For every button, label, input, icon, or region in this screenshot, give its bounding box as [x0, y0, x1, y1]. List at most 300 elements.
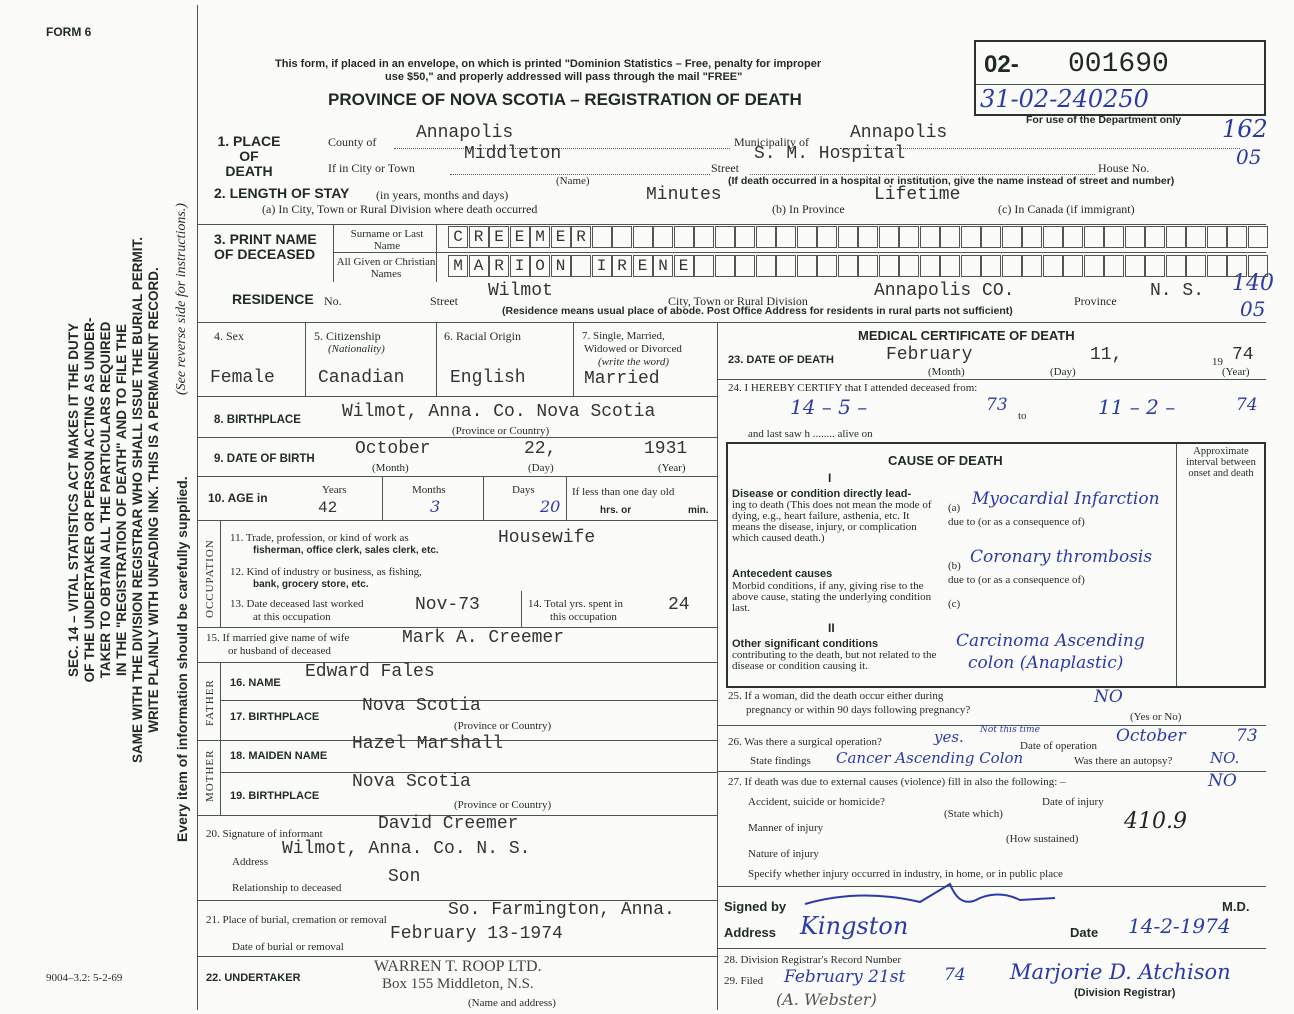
residence-street-label: Street — [430, 294, 458, 308]
statute-line: SAME WITH THE DIVISION REGISTRAR WHO SHALL ISSUE THE BURIAL PERMIT. — [130, 236, 145, 764]
left-border — [197, 5, 198, 1010]
trade-label: fisherman, office clerk, sales clerk, etc. — [253, 545, 439, 556]
state-which-hint: (State which) — [944, 808, 1003, 820]
letter-box — [858, 226, 878, 248]
cause-a-label: (a) — [948, 502, 961, 514]
residence-city-label: City, Town or Rural Division — [668, 294, 808, 308]
operation-year: 73 — [1236, 726, 1258, 746]
md-label: M.D. — [1222, 899, 1250, 914]
stay-city-value: Minutes — [646, 185, 722, 205]
mother-section-label: MOTHER — [204, 749, 216, 802]
divider — [197, 956, 717, 957]
letter-box — [1022, 226, 1042, 248]
how-sustained-hint: (How sustained) — [1006, 833, 1079, 845]
industry-label: bank, grocery store, etc. — [253, 579, 369, 590]
antecedent-text: Morbid conditions, if any, giving rise to the above cause, stating the underlying condition last. — [732, 580, 932, 614]
cause-b-label: (b) — [948, 560, 961, 572]
letter-box — [776, 226, 796, 248]
given-names-label: All Given or Christian Names — [336, 256, 436, 281]
dob-year: 1931 — [644, 439, 688, 459]
letter-box: E — [489, 226, 509, 248]
part-two-label: II — [828, 621, 835, 635]
column-divider — [717, 322, 718, 1010]
days-label: Days — [512, 484, 535, 496]
physician-address: Kingston — [800, 912, 909, 940]
letter-box — [612, 226, 632, 248]
statute-line: OF THE UNDERTAKER OR PERSON ACTING AS UNDER- — [82, 317, 97, 683]
registration-number-box — [974, 40, 1266, 116]
letter-box — [1125, 255, 1145, 277]
certify-label: 24. I HEREBY CERTIFY that I attended deceased from: — [728, 382, 978, 394]
notice-line-1: This form, if placed in an envelope, on which is printed "Dominion Statistics – Free, penalty for improper — [275, 58, 822, 70]
place-label: 1. PLACE OF DEATH — [217, 133, 281, 179]
divider — [333, 224, 334, 282]
letter-box — [1043, 226, 1063, 248]
letter-box: M — [448, 255, 468, 277]
letter-box — [592, 226, 612, 248]
undertaker-address: Box 155 Middleton, N.S. — [382, 976, 534, 992]
letter-box — [817, 255, 837, 277]
pregnancy-question: 25. If a woman, did the death occur either during — [728, 690, 944, 702]
age-years: 42 — [318, 499, 338, 517]
letter-box: R — [469, 226, 489, 248]
death-date-label: 23. DATE OF DEATH — [728, 354, 834, 366]
undertaker-hint: (Name and address) — [468, 997, 556, 1009]
letter-box — [838, 255, 858, 277]
divider — [717, 771, 1266, 772]
divider — [197, 322, 1266, 323]
attended-to-year: 74 — [1236, 395, 1258, 415]
letter-box — [817, 226, 837, 248]
letter-box — [879, 226, 899, 248]
autopsy-answer: NO. — [1210, 749, 1240, 767]
death-day: 11, — [1090, 345, 1123, 365]
divider — [197, 396, 717, 397]
registrar-signature: Marjorie D. Atchison — [1010, 960, 1231, 984]
marital-status-value: Married — [584, 369, 660, 389]
racial-origin-value: English — [450, 368, 526, 388]
margin-code: 05 — [1240, 297, 1266, 321]
letter-box — [1022, 255, 1042, 277]
last-worked-value: Nov-73 — [415, 595, 480, 615]
attended-from-year: 73 — [986, 395, 1008, 415]
year-hint: (Year) — [658, 462, 686, 474]
notice-line-2: use $50," and properly addressed will pass through the mail "FREE" — [385, 71, 743, 83]
letter-box — [1227, 226, 1247, 248]
citizenship-label: 5. Citizenship — [314, 329, 381, 343]
form-label: FORM 6 — [46, 25, 92, 39]
letter-box — [858, 255, 878, 277]
letter-box: M — [530, 226, 550, 248]
divider — [333, 252, 1266, 253]
page-title: PROVINCE OF NOVA SCOTIA – REGISTRATION OF DEATH — [328, 90, 802, 109]
year-prefix: 19 — [1212, 356, 1223, 368]
stay-canada-label: (c) In Canada (if immigrant) — [998, 202, 1135, 216]
racial-origin-label: 6. Racial Origin — [444, 329, 521, 343]
date-label: Date — [1070, 925, 1099, 940]
webster-note: (A. Webster) — [776, 990, 877, 1009]
spouse-label: 15. If married give name of wife — [206, 632, 350, 644]
letter-box — [715, 226, 735, 248]
letter-box — [1166, 255, 1186, 277]
letter-box — [653, 226, 673, 248]
letter-box — [1084, 226, 1104, 248]
letter-box: N — [653, 255, 673, 277]
letter-box — [1104, 226, 1124, 248]
burial-date-label: Date of burial or removal — [232, 941, 344, 953]
county-label: County of — [328, 135, 377, 149]
letter-box — [920, 226, 940, 248]
municipality-label: Municipality of — [734, 135, 809, 149]
cause-of-death-box — [726, 442, 1266, 688]
divider — [483, 476, 484, 520]
birthplace-value: Wilmot, Anna. Co. Nova Scotia — [342, 402, 656, 422]
letter-box — [1063, 255, 1083, 277]
letter-box — [1063, 226, 1083, 248]
letter-box — [940, 226, 960, 248]
name-hint: (Name) — [556, 175, 590, 187]
letter-box — [1043, 255, 1063, 277]
residence-city: Annapolis CO. — [874, 281, 1015, 301]
divider — [566, 476, 567, 520]
mother-birthplace: Nova Scotia — [352, 772, 471, 792]
marital-label: (write the word) — [598, 356, 670, 368]
years-in-occupation: 24 — [668, 595, 690, 615]
operation-date: October — [1116, 726, 1186, 746]
margin-code: 162 — [1222, 115, 1268, 143]
fill-line — [394, 148, 730, 149]
antecedent-title: Antecedent causes — [732, 568, 833, 580]
spouse-value: Mark A. Creemer — [402, 628, 565, 648]
letter-box — [1084, 255, 1104, 277]
record-number-label: 28. Division Registrar's Record Number — [724, 954, 902, 966]
letter-box: O — [530, 255, 550, 277]
divider — [220, 662, 221, 815]
cause-a: Myocardial Infarction — [972, 489, 1160, 509]
name-label: 3. PRINT NAME OF DECEASED — [214, 231, 317, 262]
municipality-value: Annapolis — [850, 123, 948, 143]
letter-box — [1186, 255, 1206, 277]
sex-value: Female — [210, 368, 275, 388]
side-instructions: (See reverse side for instructions.) — [174, 203, 189, 395]
to-label: to — [1018, 410, 1027, 422]
citizenship-sub: (Nationality) — [328, 343, 385, 355]
street-hint: (If death occurred in a hospital or institution, give the name instead of street and number) — [728, 175, 1175, 187]
letter-box — [1125, 226, 1145, 248]
letter-box — [1248, 255, 1268, 277]
margin-code: 05 — [1236, 145, 1262, 169]
burial-place-label: 21. Place of burial, cremation or removal — [206, 914, 387, 926]
divider — [1176, 444, 1177, 686]
last-worked-label: 13. Date deceased last worked — [230, 598, 364, 610]
signed-by-label: Signed by — [724, 899, 787, 914]
dob-month: October — [355, 439, 431, 459]
letter-box: E — [510, 226, 530, 248]
father-birthplace: Nova Scotia — [362, 696, 481, 716]
divider — [197, 224, 1266, 225]
divider — [197, 476, 717, 477]
letter-box — [776, 255, 796, 277]
day-hint: (Day) — [528, 462, 554, 474]
letter-box — [1166, 226, 1186, 248]
letter-box — [715, 255, 735, 277]
statute-line: IN THE "REGISTRATION OF DEATH" AND TO FILE THE — [114, 323, 129, 677]
trade-label: 11. Trade, profession, or kind of work as — [230, 532, 409, 544]
surgical-findings: Cancer Ascending Colon — [836, 749, 1024, 767]
cause-b: Coronary thrombosis — [970, 547, 1153, 567]
pregnancy-answer: NO — [1094, 687, 1123, 707]
nature-label: Nature of injury — [748, 848, 819, 860]
age-days: 20 — [540, 497, 561, 516]
pregnancy-question: pregnancy or within 90 days following pregnancy? — [746, 704, 971, 716]
registration-number: 001690 — [1068, 49, 1169, 80]
informant-address-label: Address — [232, 856, 269, 868]
cause-title: CAUSE OF DEATH — [888, 453, 1003, 468]
father-name-label: 16. NAME — [230, 677, 281, 689]
specify-label: Specify whether injury occurred in industry, in home, or in public place — [748, 868, 1063, 880]
divider — [436, 322, 437, 396]
street-label: Street — [711, 161, 739, 175]
marital-label: 7. Single, Married, — [582, 330, 665, 342]
month-hint: (Month) — [372, 462, 409, 474]
letter-box — [797, 255, 817, 277]
residence-label: RESIDENCE — [232, 291, 314, 307]
direct-cause-text: ing to death (This does not mean the mode of dying, e.g., heart failure, asthenia, etc. It means the disease, injury, or complication which caused death.) — [732, 499, 932, 544]
accident-label: Accident, suicide or homicide? — [748, 796, 885, 808]
letter-box — [694, 255, 714, 277]
residence-province: N. S. — [1150, 281, 1205, 301]
due-to-label: due to (or as a consequence of) — [948, 574, 1085, 586]
mother-name-label: 18. MAIDEN NAME — [230, 750, 328, 762]
letter-box — [674, 226, 694, 248]
stay-province-value: Lifetime — [874, 185, 961, 205]
house-label: House No. — [1098, 161, 1150, 175]
filed-label: 29. Filed — [724, 975, 764, 987]
father-name: Edward Fales — [305, 662, 435, 682]
less-than-day-label: If less than one day old — [572, 486, 675, 498]
external-cause-question: 27. If death was due to external causes (violence) fill in also the following: – — [728, 776, 1066, 788]
other-conditions-text: contributing to the death, but not related to the disease or condition causing it. — [732, 649, 937, 672]
years-in-occupation-label: this occupation — [550, 611, 617, 623]
other-condition-2: colon (Anaplastic) — [968, 653, 1124, 673]
letter-box: R — [571, 226, 591, 248]
father-birthplace-label: 17. BIRTHPLACE — [230, 711, 320, 723]
letter-box — [879, 255, 899, 277]
surname-label: Surname or Last Name — [350, 228, 424, 253]
last-worked-label: at this occupation — [253, 611, 331, 623]
letter-box — [1104, 255, 1124, 277]
residence-no-label: No. — [324, 294, 342, 308]
interval-header: Approximate interval between onset and death — [1186, 446, 1256, 479]
birthplace-hint: (Province or Country) — [452, 425, 550, 437]
divider — [197, 520, 717, 521]
city-label: If in City or Town — [328, 161, 415, 175]
father-birthplace-hint: (Province or Country) — [454, 720, 552, 732]
letter-box — [756, 226, 776, 248]
diagnosis-code: 410.9 — [1124, 809, 1187, 834]
direct-cause-label: Disease or condition directly lead- — [732, 488, 912, 500]
physician-signature — [800, 880, 1060, 916]
mother-birthplace-hint: (Province or Country) — [454, 799, 552, 811]
dob-label: 9. DATE OF BIRTH — [214, 453, 315, 465]
divider — [197, 437, 717, 438]
side-note: Every item of information should be carefully supplied. — [174, 476, 190, 842]
statute-line: WRITE PLAINLY WITH UNFADING INK. THIS IS A PERMANENT RECORD. — [146, 267, 161, 733]
letter-box: N — [551, 255, 571, 277]
age-label: 10. AGE in — [208, 491, 268, 505]
residence-street: Wilmot — [488, 281, 553, 301]
street-value: S. M. Hospital — [754, 144, 906, 164]
letter-box — [1207, 226, 1227, 248]
attended-from: 14 – 5 – — [790, 395, 868, 419]
year-hint: (Year) — [1222, 366, 1250, 378]
divider — [220, 520, 221, 627]
minutes-label: min. — [688, 505, 709, 516]
external-cause-answer: NO — [1208, 771, 1237, 791]
letter-box — [1002, 255, 1022, 277]
cause-c-label: (c) — [948, 598, 961, 610]
other-conditions-title: Other significant conditions — [732, 638, 879, 650]
informant-relationship: Son — [388, 867, 421, 887]
form-code: 9004–3.2: 5-2-69 — [46, 972, 123, 984]
statute-notice — [66, 210, 162, 790]
day-hint: (Day) — [1050, 366, 1076, 378]
letter-box — [633, 226, 653, 248]
father-section-label: FATHER — [204, 679, 216, 726]
other-condition-1: Carcinoma Ascending — [956, 631, 1145, 651]
medical-certificate-title: MEDICAL CERTIFICATE OF DEATH — [858, 328, 1075, 343]
letter-box — [1207, 255, 1227, 277]
letter-box: I — [510, 255, 530, 277]
informant-name: David Creemer — [378, 814, 519, 834]
divider — [573, 322, 574, 396]
letter-box — [981, 255, 1001, 277]
letter-box — [1145, 226, 1165, 248]
dob-day: 22, — [524, 439, 557, 459]
stay-province-label: (b) In Province — [772, 202, 845, 216]
occupation-section-label: OCCUPATION — [204, 539, 216, 618]
registrar-hint: (Division Registrar) — [1074, 987, 1176, 999]
death-month: February — [886, 345, 973, 365]
letter-box: E — [674, 255, 694, 277]
informant-address: Wilmot, Anna. Co. N. S. — [282, 839, 531, 859]
operation-date-label: Date of operation — [1020, 740, 1097, 752]
operation-answer: yes. — [934, 728, 964, 746]
letter-box — [920, 255, 940, 277]
letter-box — [756, 255, 776, 277]
city-value: Middleton — [464, 144, 562, 164]
statute-line: SEC. 14 – VITAL STATISTICS ACT MAKES IT THE DUTY — [66, 322, 81, 678]
years-in-occupation-label: 14. Total yrs. spent in — [528, 598, 623, 610]
spouse-label: or husband of deceased — [228, 645, 331, 657]
attended-to: 11 – 2 – — [1098, 395, 1176, 419]
stay-city-label: (a) In City, Town or Rural Division where death occurred — [262, 202, 538, 216]
undertaker-label: 22. UNDERTAKER — [206, 972, 301, 984]
divider — [197, 662, 717, 663]
letter-box — [694, 226, 714, 248]
letter-box: R — [612, 255, 632, 277]
registration-prefix: 02- — [984, 51, 1019, 78]
burial-date: February 13-1974 — [390, 924, 563, 944]
letter-box: A — [469, 255, 489, 277]
divider — [382, 476, 383, 520]
manner-label: Manner of injury — [748, 822, 824, 834]
sex-label: 4. Sex — [214, 329, 244, 343]
birthplace-label: 8. BIRTHPLACE — [214, 414, 301, 426]
divider — [717, 379, 1266, 380]
registration-handwritten: 31-02-240250 — [980, 85, 1149, 113]
letter-box — [1186, 226, 1206, 248]
yes-no-hint: (Yes or No) — [1130, 711, 1182, 723]
letter-box: R — [489, 255, 509, 277]
county-value: Annapolis — [416, 123, 514, 143]
findings-label: State findings — [750, 755, 811, 767]
death-year: 74 — [1232, 345, 1254, 365]
undertaker-name: WARREN T. ROOP LTD. — [374, 958, 542, 975]
address-label: Address — [724, 925, 777, 940]
letter-box — [838, 226, 858, 248]
letter-box: C — [448, 226, 468, 248]
operation-question: 26. Was there a surgical operation? — [728, 736, 882, 748]
months-label: Months — [412, 484, 446, 496]
filed-date: February 21st — [784, 967, 906, 987]
letter-box — [1227, 255, 1247, 277]
mother-maiden-name: Hazel Marshall — [352, 734, 504, 754]
letter-box — [940, 255, 960, 277]
age-months: 3 — [430, 497, 441, 516]
letter-box — [735, 226, 755, 248]
letter-box: I — [592, 255, 612, 277]
years-label: Years — [322, 484, 347, 496]
letter-box — [1248, 226, 1268, 248]
last-saw-label: and last saw h ........ alive on — [748, 428, 873, 440]
letter-box: E — [633, 255, 653, 277]
letter-box — [735, 255, 755, 277]
stay-hint: (in years, months and days) — [376, 188, 509, 202]
stay-label: 2. LENGTH OF STAY — [214, 185, 350, 201]
divider — [717, 948, 1266, 949]
letter-box — [571, 255, 591, 277]
burial-place: So. Farmington, Anna. — [448, 900, 675, 920]
marital-label: Widowed or Divorced — [584, 343, 682, 355]
letter-box — [899, 255, 919, 277]
residence-hint: (Residence means usual place of abode. Post Office Address for residents in rural parts not sufficient) — [502, 305, 1013, 317]
letter-box — [961, 255, 981, 277]
residence-province-label: Province — [1074, 294, 1117, 308]
due-to-label: due to (or as a consequence of) — [948, 516, 1085, 528]
margin-code: 140 — [1232, 271, 1274, 296]
part-one-label: I — [828, 471, 832, 485]
mother-birthplace-label: 19. BIRTHPLACE — [230, 790, 320, 802]
letter-box — [1145, 255, 1165, 277]
letter-box — [797, 226, 817, 248]
statute-line: TAKER TO OBTAIN ALL THE PARTICULARS REQUIRED — [98, 321, 113, 679]
letter-box — [899, 226, 919, 248]
citizenship-value: Canadian — [318, 368, 405, 388]
certificate-date: 14-2-1974 — [1128, 914, 1231, 938]
informant-label: 20. Signature of informant — [206, 828, 323, 840]
trade-value: Housewife — [498, 528, 596, 548]
autopsy-label: Was there an autopsy? — [1074, 755, 1173, 767]
relationship-label: Relationship to deceased — [232, 882, 342, 894]
letter-box — [961, 226, 981, 248]
divider — [305, 322, 306, 396]
injury-date-label: Date of injury — [1042, 796, 1104, 808]
letter-box — [981, 226, 1001, 248]
hours-label: hrs. or — [600, 505, 632, 516]
month-hint: (Month) — [928, 366, 965, 378]
filed-year: 74 — [944, 965, 966, 985]
